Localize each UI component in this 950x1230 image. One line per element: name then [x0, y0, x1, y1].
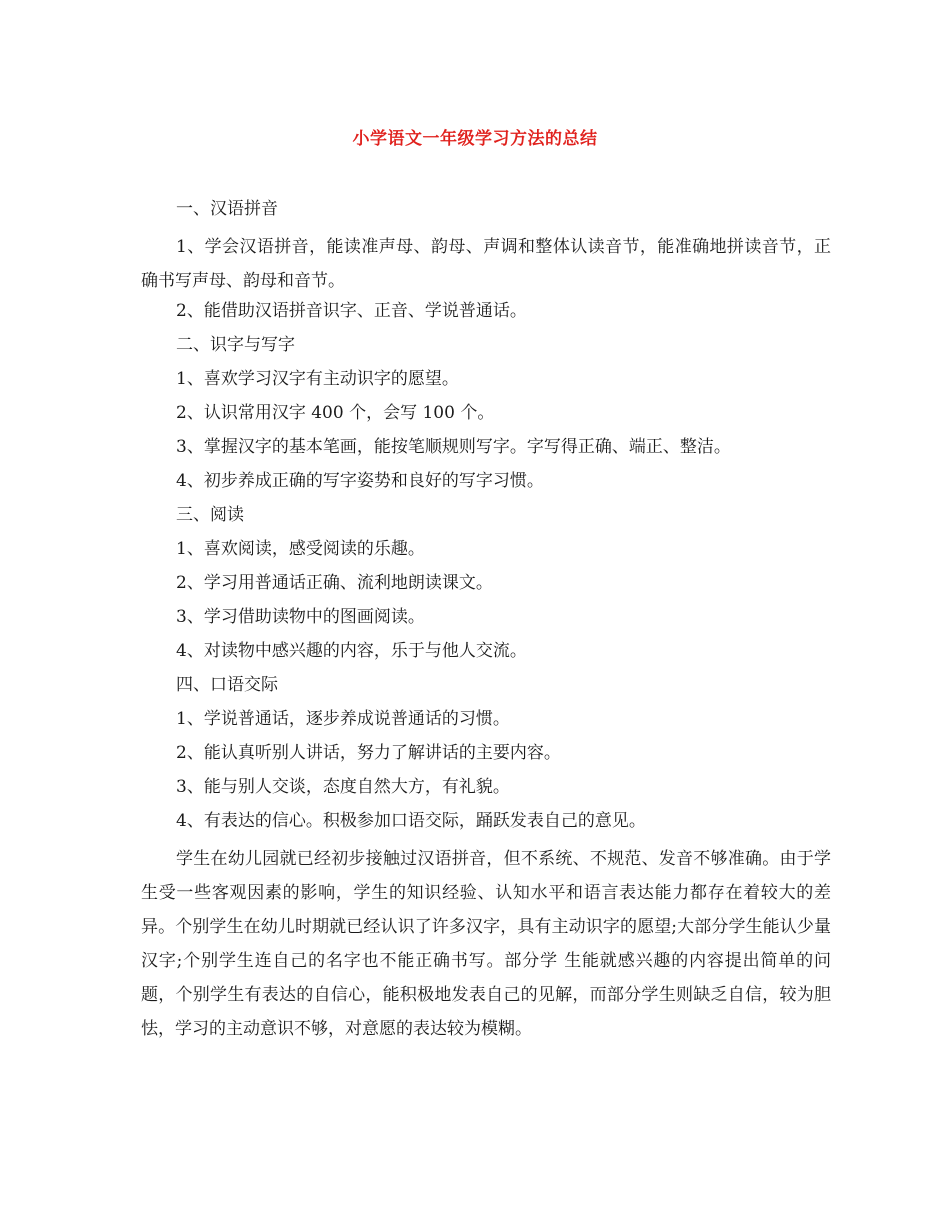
closing-paragraph: 学生在幼儿园就已经初步接触过汉语拼音，但不系统、不规范、发音不够准确。由于学生受一些客观因素的影响，学生的知识经验、认知水平和语言表达能力都存在着较大的差异。个别学生在幼儿时期就已经认识了许多汉字，具有主动识字的愿望;大部分学生能认少量汉字;个别学生连自己的名字也不能正确书写。部分学 生能就感兴趣的内容提出简单的问题，个别学生有表达的自信心，能积极地发表自己的见解，而部分学生则缺乏自信，较为胆怯，学习的主动意识不够，对意愿的表达较为模糊。 — [141, 849, 831, 1039]
list-item: 3、学习借助读物中的图画阅读。 — [176, 607, 425, 627]
list-item: 4、有表达的信心。积极参加口语交际，踊跃发表自己的意见。 — [176, 811, 646, 831]
list-item: 4、对读物中感兴趣的内容，乐于与他人交流。 — [176, 641, 527, 661]
list-item: 1、喜欢学习汉字有主动识字的愿望。 — [176, 369, 459, 389]
list-item: 4、初步养成正确的写字姿势和良好的写字习惯。 — [176, 471, 544, 491]
list-item: 2、能认真听别人讲话，努力了解讲话的主要内容。 — [176, 743, 561, 763]
list-item: 1、学会汉语拼音，能读准声母、韵母、声调和整体认读音节，能准确地拼读音节，正确书写声母、韵母和音节。 — [141, 237, 831, 291]
section-heading: 三、阅读 — [176, 505, 244, 525]
document-title: 小学语文一年级学习方法的总结 — [352, 129, 598, 149]
section-heading: 一、汉语拼音 — [176, 199, 278, 219]
list-item: 2、学习用普通话正确、流利地朗读课文。 — [176, 573, 493, 593]
list-item: 2、认识常用汉字 400 个，会写 100 个。 — [176, 403, 495, 423]
list-item: 1、喜欢阅读，感受阅读的乐趣。 — [176, 539, 425, 559]
list-item: 3、掌握汉字的基本笔画，能按笔顺规则写字。字写得正确、端正、整洁。 — [176, 437, 731, 457]
section-heading: 四、口语交际 — [176, 675, 278, 695]
list-item: 1、学说普通话，逐步养成说普通话的习惯。 — [176, 709, 510, 729]
document-body — [141, 196, 831, 1046]
list-item: 3、能与别人交谈，态度自然大方，有礼貌。 — [176, 777, 510, 797]
list-item: 2、能借助汉语拼音识字、正音、学说普通话。 — [176, 301, 527, 321]
section-heading: 二、识字与写字 — [176, 335, 295, 355]
